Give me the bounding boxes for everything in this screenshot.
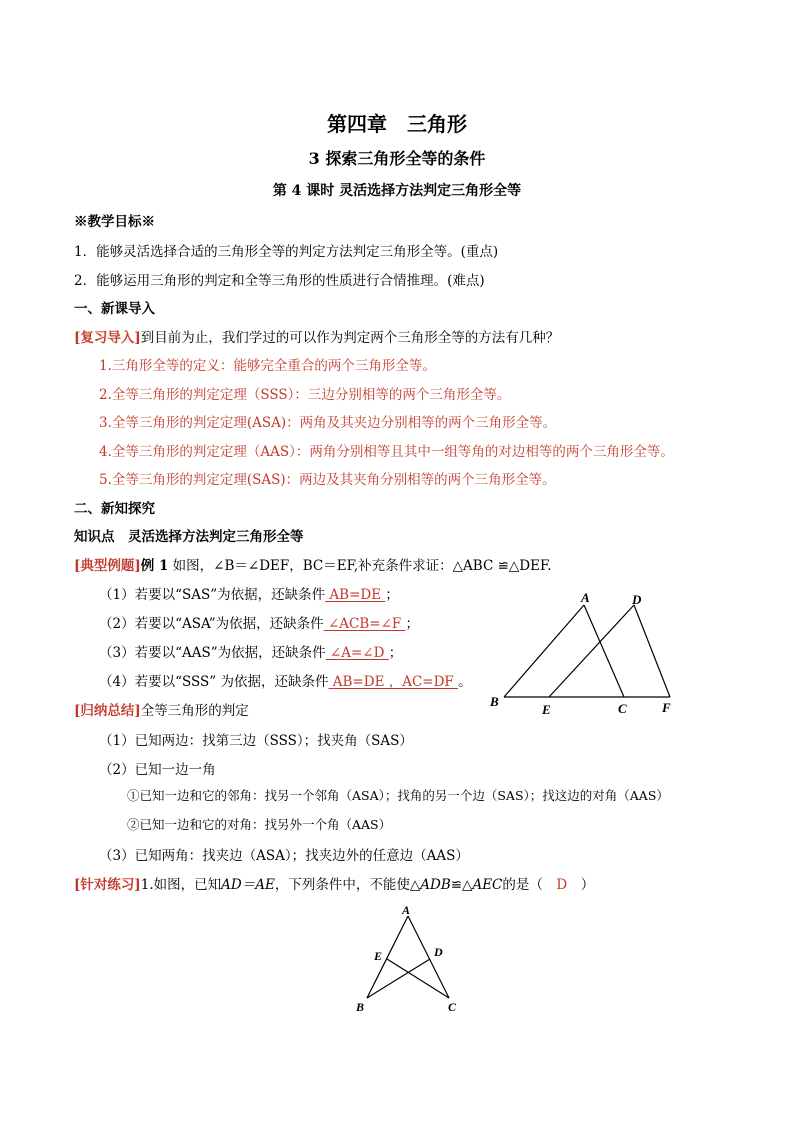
- summary-item: （3）已知两角：找夹边（ASA）；找夹边外的任意边（AAS）: [99, 848, 469, 864]
- summary-item: （1）已知两边：找第三边（SSS）；找夹角（SAS）: [99, 733, 413, 749]
- example-line: [74, 554, 552, 574]
- question-answer: ∠A=∠D: [325, 645, 389, 661]
- review-item: 4.全等三角形的判定定理（AAS）：两角分别相等且其中一组等角的对边相等的两个三角形全等。: [99, 444, 674, 460]
- question-answer: AB=DE: [325, 587, 386, 603]
- practice-triangle: ADB: [420, 877, 451, 893]
- example-figure: [484, 590, 684, 720]
- review-item: 1.三角形全等的定义：能够完全重合的两个三角形全等。: [99, 358, 436, 374]
- practice-text: 的是（: [502, 877, 557, 893]
- line-de: [549, 605, 634, 697]
- example-question: [99, 670, 472, 690]
- question-prefix: （4）若要以“SSS” 为依据，还缺条件: [99, 674, 329, 690]
- practice-line: [74, 873, 594, 893]
- line-ab: [504, 605, 584, 697]
- vertex-label-c: C: [618, 701, 627, 716]
- example-tag: [典型例题]: [74, 558, 141, 574]
- practice-text: ，下列条件中，不能使△: [274, 877, 421, 893]
- vertex-label-a: A: [581, 590, 590, 605]
- vertex-label-e: E: [542, 702, 551, 717]
- example-question: [99, 583, 399, 603]
- summary-line: [74, 699, 249, 719]
- goal-item: 1．能够灵活选择合适的三角形全等的判定方法判定三角形全等。(重点): [74, 244, 499, 260]
- vertex-label-a: A: [402, 903, 411, 917]
- review-item: 2.全等三角形的判定定理（SSS）：三边分别相等的两个三角形全等。: [99, 387, 511, 403]
- question-suffix: ；: [388, 645, 403, 661]
- practice-triangle: AEC: [472, 877, 503, 893]
- example-label: 例 1: [140, 558, 169, 574]
- section-title: 3 探索三角形全等的条件: [308, 149, 486, 168]
- vertex-label-f: F: [662, 700, 671, 715]
- lesson-title: 第 4 课时 灵活选择方法判定三角形全等: [272, 183, 522, 199]
- part1-heading: 一、新课导入: [74, 301, 155, 317]
- question-suffix: 。: [458, 674, 472, 690]
- question-prefix: （3）若要以“AAS”为依据，还缺条件: [99, 645, 326, 661]
- line-df: [634, 605, 670, 697]
- practice-tag: [针对练习]: [74, 877, 141, 893]
- summary-item: ①已知一边和它的邻角：找另一个邻角（ASA）；找角的另一个边（SAS）；找这边的对角（AAS）: [127, 788, 669, 803]
- review-question: 到目前为止，我们学过的可以作为判定两个三角形全等的方法有几种？: [140, 330, 560, 346]
- example-text: 如图，∠B＝∠DEF，BC＝EF,补充条件求证：△ABC ≌△DEF.: [168, 558, 552, 574]
- practice-answer: D: [556, 877, 568, 893]
- example-question: [99, 612, 419, 632]
- example-question: [99, 641, 402, 661]
- practice-figure: [340, 898, 470, 1023]
- question-prefix: （1）若要以“SAS”为依据，还缺条件: [99, 587, 326, 603]
- question-suffix: ；: [385, 587, 399, 603]
- practice-text: ）: [567, 877, 595, 893]
- goals-heading: ※教学目标※: [74, 214, 155, 230]
- line-ac: [584, 605, 624, 697]
- practice-condition: AD＝AE: [221, 877, 275, 893]
- review-tag: [复习导入]: [74, 330, 141, 346]
- vertex-label-c: C: [448, 1000, 457, 1014]
- question-answer: ∠ACB=∠F: [323, 616, 406, 632]
- vertex-label-e: E: [374, 949, 383, 963]
- review-item: 5.全等三角形的判定定理(SAS)：两边及其夹角分别相等的两个三角形全等。: [99, 472, 556, 488]
- practice-text: 1.如图，已知: [140, 877, 222, 893]
- question-prefix: （2）若要以“ASA”为依据，还缺条件: [99, 616, 324, 632]
- practice-text: ≌△: [450, 877, 473, 893]
- knowledge-point: 知识点 灵活选择方法判定三角形全等: [74, 529, 304, 545]
- review-item: 3.全等三角形的判定定理(ASA)：两角及其夹边分别相等的两个三角形全等。: [99, 415, 557, 431]
- vertex-label-b: B: [490, 694, 499, 709]
- summary-item: ②已知一边和它的对角：找另外一个角（AAS）: [127, 817, 392, 832]
- part2-heading: 二、新知探究: [74, 501, 155, 517]
- summary-title: 全等三角形的判定: [140, 703, 249, 719]
- vertex-label-d: D: [434, 945, 443, 959]
- summary-item: （2）已知一边一角: [99, 762, 216, 778]
- summary-tag: [归纳总结]: [74, 703, 141, 719]
- chapter-title: 第四章 三角形: [327, 112, 467, 136]
- vertex-label-d: D: [632, 592, 642, 607]
- vertex-label-b: B: [356, 1000, 365, 1014]
- question-suffix: ；: [405, 616, 420, 632]
- review-line: [74, 326, 559, 346]
- goal-item: 2．能够运用三角形的判定和全等三角形的性质进行合情推理。(难点): [74, 273, 485, 289]
- question-answer: AB=DE ，AC=DF: [328, 674, 459, 690]
